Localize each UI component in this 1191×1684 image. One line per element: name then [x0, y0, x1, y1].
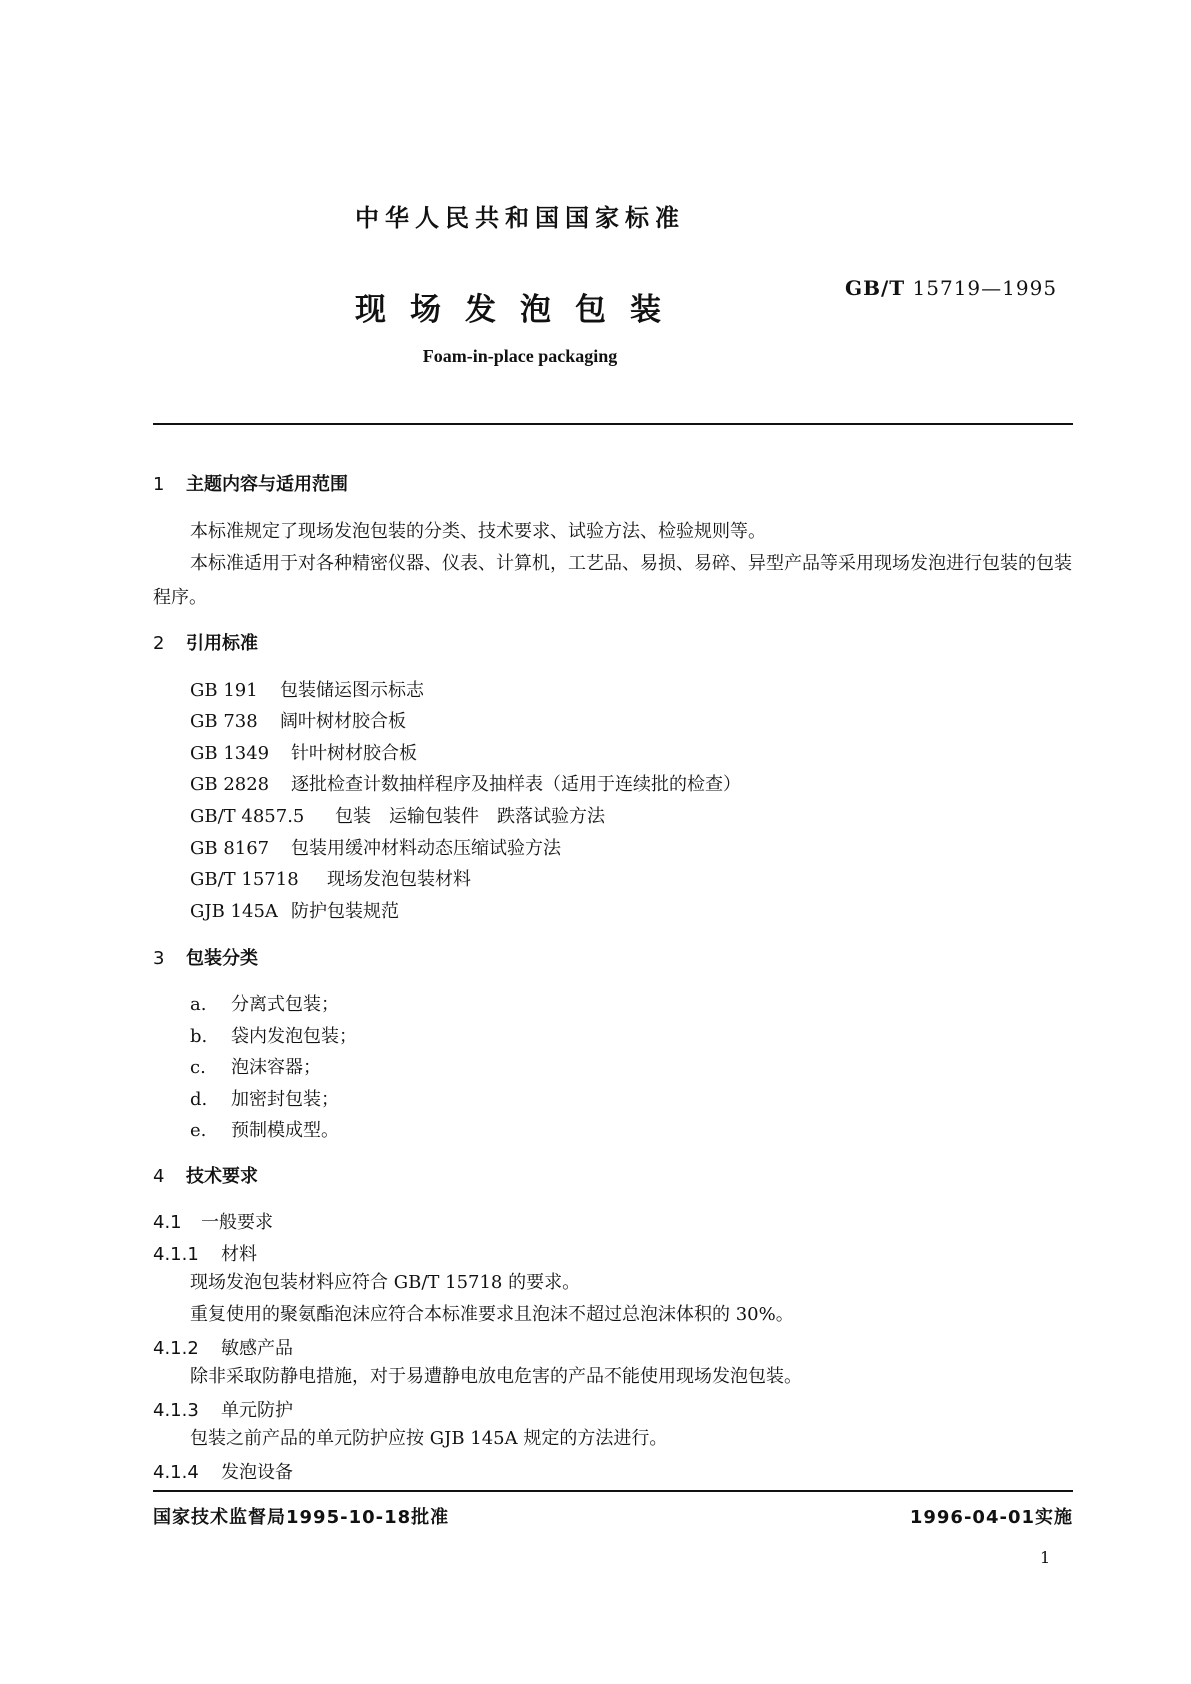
paragraph-4-1-3: 包装之前产品的单元防护应按 GJB 145A 规定的方法进行。	[190, 1428, 668, 1449]
reference-name: 针叶树材胶合板	[291, 743, 417, 764]
section-title: 技术要求	[186, 1166, 258, 1187]
subsection-title: 材料	[221, 1244, 257, 1265]
subsection-title: 发泡设备	[221, 1462, 293, 1483]
reference-code: GB/T 15718	[190, 869, 299, 890]
approval-line: 国家技术监督局1995-10-18批准	[153, 1507, 450, 1528]
item-mark: a.	[190, 994, 207, 1015]
subsection-title: 单元防护	[221, 1400, 293, 1421]
classification-item	[190, 1053, 321, 1079]
reference-name: 包装 运输包装件 跌落试验方法	[335, 806, 605, 827]
reference-name: 阔叶树材胶合板	[280, 711, 406, 732]
reference-code: GB 2828	[190, 774, 270, 795]
item-text: 加密封包装；	[231, 1089, 339, 1110]
footer-divider	[153, 1490, 1073, 1492]
section-number: 3	[153, 948, 165, 969]
implementation-date: 1996-04-01实施	[909, 1507, 1073, 1528]
subsection-4-1-2	[153, 1334, 293, 1360]
classification-item	[190, 1116, 339, 1142]
reference-name: 包装储运图示标志	[280, 680, 424, 701]
reference-code: GB 1349	[190, 743, 270, 764]
classification-item	[190, 990, 339, 1016]
reference-code: GB 8167	[190, 838, 270, 859]
reference-item	[190, 707, 406, 733]
document-title-en: Foam-in-place packaging	[422, 346, 618, 366]
item-mark: c.	[190, 1057, 206, 1078]
section-number: 4	[153, 1166, 165, 1187]
reference-name: 逐批检查计数抽样程序及抽样表（适用于连续批的检查）	[291, 774, 741, 795]
item-text: 分离式包装；	[231, 994, 339, 1015]
reference-name: 防护包装规范	[291, 901, 399, 922]
standard-code: 15719—1995	[912, 276, 1058, 300]
reference-item	[190, 676, 424, 702]
item-text: 泡沫容器；	[231, 1057, 321, 1078]
item-mark: d.	[190, 1089, 208, 1110]
document-title-cn: 现场发泡包装	[355, 292, 685, 328]
subsection-title: 敏感产品	[221, 1338, 293, 1359]
reference-item	[190, 802, 605, 828]
section-3-heading	[153, 944, 258, 970]
reference-code: GJB 145A	[190, 901, 278, 922]
reference-item	[190, 834, 561, 860]
item-mark: e.	[190, 1120, 207, 1141]
classification-item	[190, 1022, 357, 1048]
reference-name: 包装用缓冲材料动态压缩试验方法	[291, 838, 561, 859]
subsection-number: 4.1.2	[153, 1338, 199, 1359]
subsection-number: 4.1.4	[153, 1462, 199, 1483]
section-title: 包装分类	[186, 948, 258, 969]
page-number: 1	[1040, 1548, 1051, 1567]
section-number: 2	[153, 633, 165, 654]
section-4-heading	[153, 1162, 258, 1188]
paragraph-4-1-2: 除非采取防静电措施，对于易遭静电放电危害的产品不能使用现场发泡包装。	[190, 1366, 802, 1387]
section-number: 1	[153, 474, 165, 495]
section-1-heading	[153, 470, 348, 496]
reference-item	[190, 865, 471, 891]
subsection-4-1-4	[153, 1458, 293, 1484]
subsection-4-1-3	[153, 1396, 293, 1422]
reference-name: 现场发泡包装材料	[327, 869, 471, 890]
section-title: 引用标准	[186, 633, 258, 654]
item-text: 袋内发泡包装；	[231, 1026, 357, 1047]
reference-code: GB/T 4857.5	[190, 806, 305, 827]
standard-prefix: GB/T	[845, 276, 906, 300]
section-1-paragraph-2: 本标准适用于对各种精密仪器、仪表、计算机，工艺品、易损、易碎、异型产品等采用现场发泡进行包装的包装程序。	[153, 553, 1072, 608]
section-1-paragraph-1: 本标准规定了现场发泡包装的分类、技术要求、试验方法、检验规则等。	[190, 521, 766, 542]
section-2-heading	[153, 629, 258, 655]
paragraph-4-1-1-line-2: 重复使用的聚氨酯泡沫应符合本标准要求且泡沫不超过总泡沫体积的 30%。	[190, 1304, 794, 1325]
section-title: 主题内容与适用范围	[186, 474, 348, 495]
subsection-number: 4.1	[153, 1212, 182, 1233]
reference-code: GB 191	[190, 680, 258, 701]
subsection-number: 4.1.3	[153, 1400, 199, 1421]
subsection-4-1-1	[153, 1240, 257, 1266]
national-standard-heading: 中华人民共和国国家标准	[355, 204, 685, 232]
header-divider	[153, 423, 1073, 425]
item-text: 预制模成型。	[231, 1120, 339, 1141]
reference-code: GB 738	[190, 711, 258, 732]
item-mark: b.	[190, 1026, 208, 1047]
reference-item	[190, 739, 417, 765]
subsection-4-1	[153, 1208, 273, 1234]
standard-number	[845, 276, 1057, 300]
reference-item	[190, 897, 399, 923]
classification-item	[190, 1085, 339, 1111]
paragraph-4-1-1-line-1: 现场发泡包装材料应符合 GB/T 15718 的要求。	[190, 1272, 581, 1293]
subsection-number: 4.1.1	[153, 1244, 199, 1265]
reference-item	[190, 770, 741, 796]
subsection-title: 一般要求	[201, 1212, 273, 1233]
